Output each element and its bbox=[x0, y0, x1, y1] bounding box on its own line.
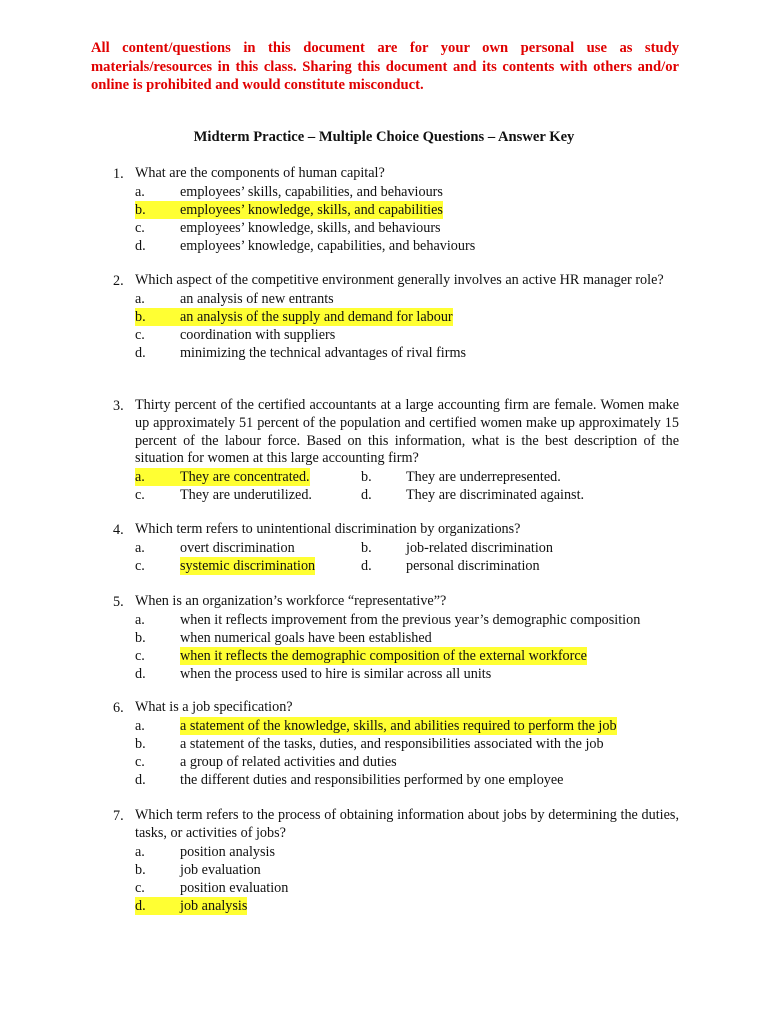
option-d-answer bbox=[113, 897, 679, 915]
option-letter: d. bbox=[135, 237, 146, 254]
option-letter: c. bbox=[135, 879, 145, 896]
option-text: coordination with suppliers bbox=[180, 326, 336, 343]
option-text: a statement of the tasks, duties, and responsibilities associated with the job bbox=[180, 735, 604, 752]
option-c bbox=[113, 326, 679, 344]
question-number: 2. bbox=[113, 273, 124, 289]
option-letter: a. bbox=[135, 183, 145, 200]
option-text: an analysis of the supply and demand for labour bbox=[180, 308, 453, 325]
option-letter: d. bbox=[361, 487, 372, 504]
option-row-ab bbox=[113, 539, 679, 557]
question-text: Which term refers to unintentional discrimination by organizations? bbox=[135, 521, 521, 537]
option-letter: b. bbox=[361, 539, 372, 556]
document-title: Midterm Practice – Multiple Choice Questions – Answer Key bbox=[193, 129, 575, 145]
option-letter: c. bbox=[135, 753, 145, 770]
question-text: Thirty percent of the certified accountants at a large accounting firm are female. Women make up approximately 51 percent of the population and certified women make up approximately 15 percent of the labour force. Based on this information, what is the best description of the situation for women at this large accounting firm? bbox=[135, 397, 679, 467]
question-2 bbox=[113, 272, 679, 362]
option-letter: c. bbox=[135, 487, 145, 504]
option-letter: c. bbox=[135, 219, 145, 236]
question-number: 4. bbox=[113, 522, 124, 538]
option-text: job evaluation bbox=[180, 861, 261, 878]
question-text: What is a job specification? bbox=[135, 699, 293, 715]
option-text: a group of related activities and duties bbox=[180, 753, 397, 770]
option-letter: c. bbox=[135, 557, 145, 574]
option-letter: a. bbox=[135, 611, 145, 628]
question-number: 1. bbox=[113, 166, 124, 182]
option-b-answer bbox=[113, 201, 679, 219]
question-text: Which aspect of the competitive environment generally involves an active HR manager role? bbox=[135, 272, 664, 288]
option-c bbox=[113, 879, 679, 897]
option-letter: b. bbox=[135, 735, 146, 752]
option-text: when numerical goals have been established bbox=[180, 629, 432, 646]
option-text: the different duties and responsibilities performed by one employee bbox=[180, 771, 564, 788]
option-letter: c. bbox=[135, 647, 145, 664]
option-a bbox=[113, 843, 679, 861]
option-letter: d. bbox=[135, 897, 180, 915]
option-letter: d. bbox=[135, 771, 146, 788]
option-row-cd bbox=[113, 486, 679, 504]
option-text: position evaluation bbox=[180, 879, 289, 896]
option-letter: b. bbox=[135, 201, 180, 219]
option-text: when the process used to hire is similar across all units bbox=[180, 665, 492, 682]
option-text: They are underrepresented. bbox=[406, 469, 561, 486]
question-number: 7. bbox=[113, 808, 124, 824]
option-letter: a. bbox=[135, 290, 145, 307]
option-c-answer bbox=[113, 647, 679, 665]
option-text: They are underutilized. bbox=[180, 487, 312, 504]
option-letter: c. bbox=[135, 326, 145, 343]
option-a bbox=[113, 611, 679, 629]
option-c bbox=[113, 219, 679, 237]
option-letter: b. bbox=[135, 861, 146, 878]
option-text: employees’ knowledge, skills, and behaviours bbox=[180, 219, 441, 236]
question-5 bbox=[113, 593, 679, 683]
option-letter: d. bbox=[361, 557, 372, 574]
option-letter: d. bbox=[135, 344, 146, 361]
option-letter: a. bbox=[135, 843, 145, 860]
question-text: What are the components of human capital? bbox=[135, 165, 385, 181]
option-text-answer: a statement of the knowledge, skills, and abilities required to perform the job bbox=[180, 717, 617, 734]
option-letter: b. bbox=[135, 308, 180, 326]
option-text: employees’ knowledge, capabilities, and behaviours bbox=[180, 237, 476, 254]
option-d bbox=[113, 771, 679, 789]
question-number: 6. bbox=[113, 700, 124, 716]
option-letter: b. bbox=[135, 629, 146, 646]
question-text: Which term refers to the process of obtaining information about jobs by determining the duties, tasks, or activities of jobs? bbox=[135, 807, 679, 841]
option-text: overt discrimination bbox=[180, 539, 295, 556]
option-b bbox=[113, 735, 679, 753]
option-text: when it reflects improvement from the previous year’s demographic composition bbox=[180, 611, 641, 628]
option-letter: b. bbox=[361, 469, 372, 486]
option-b-answer bbox=[113, 308, 679, 326]
option-row-cd bbox=[113, 557, 679, 575]
option-letter: d. bbox=[135, 665, 146, 682]
warning-notice: All content/questions in this document are for your own personal use as study materials/resources in this class. Sharing this document and its contents with others and/or online is prohibited and would constitute misconduct. bbox=[91, 40, 679, 93]
question-6 bbox=[113, 699, 679, 789]
question-7 bbox=[113, 807, 679, 915]
option-a bbox=[113, 183, 679, 201]
option-text-answer: when it reflects the demographic composition of the external workforce bbox=[180, 647, 587, 664]
option-b bbox=[113, 629, 679, 647]
question-1 bbox=[113, 165, 679, 255]
option-d bbox=[113, 237, 679, 255]
option-text: personal discrimination bbox=[406, 557, 540, 574]
option-text: employees’ knowledge, skills, and capabilities bbox=[180, 201, 443, 218]
option-text: minimizing the technical advantages of rival firms bbox=[180, 344, 467, 361]
option-text: position analysis bbox=[180, 843, 275, 860]
option-c bbox=[113, 753, 679, 771]
option-text: employees’ skills, capabilities, and behaviours bbox=[180, 183, 443, 200]
option-d bbox=[113, 344, 679, 362]
question-4 bbox=[113, 521, 679, 575]
option-text: They are discriminated against. bbox=[406, 487, 585, 504]
question-number: 5. bbox=[113, 594, 124, 610]
option-text: job-related discrimination bbox=[406, 539, 553, 556]
option-text-answer: systemic discrimination bbox=[180, 557, 316, 574]
option-text: an analysis of new entrants bbox=[180, 290, 334, 307]
option-letter: a. bbox=[135, 468, 180, 486]
option-text-answer: They are concentrated. bbox=[180, 469, 310, 486]
option-b bbox=[113, 861, 679, 879]
option-letter: a. bbox=[135, 717, 145, 734]
option-d bbox=[113, 665, 679, 683]
option-row-ab bbox=[113, 468, 679, 486]
question-3 bbox=[113, 397, 679, 504]
option-a bbox=[113, 290, 679, 308]
option-letter: a. bbox=[135, 539, 145, 556]
option-a-answer bbox=[113, 717, 679, 735]
question-text: When is an organization’s workforce “representative”? bbox=[135, 593, 447, 609]
question-number: 3. bbox=[113, 398, 124, 414]
option-text: job analysis bbox=[180, 897, 248, 914]
